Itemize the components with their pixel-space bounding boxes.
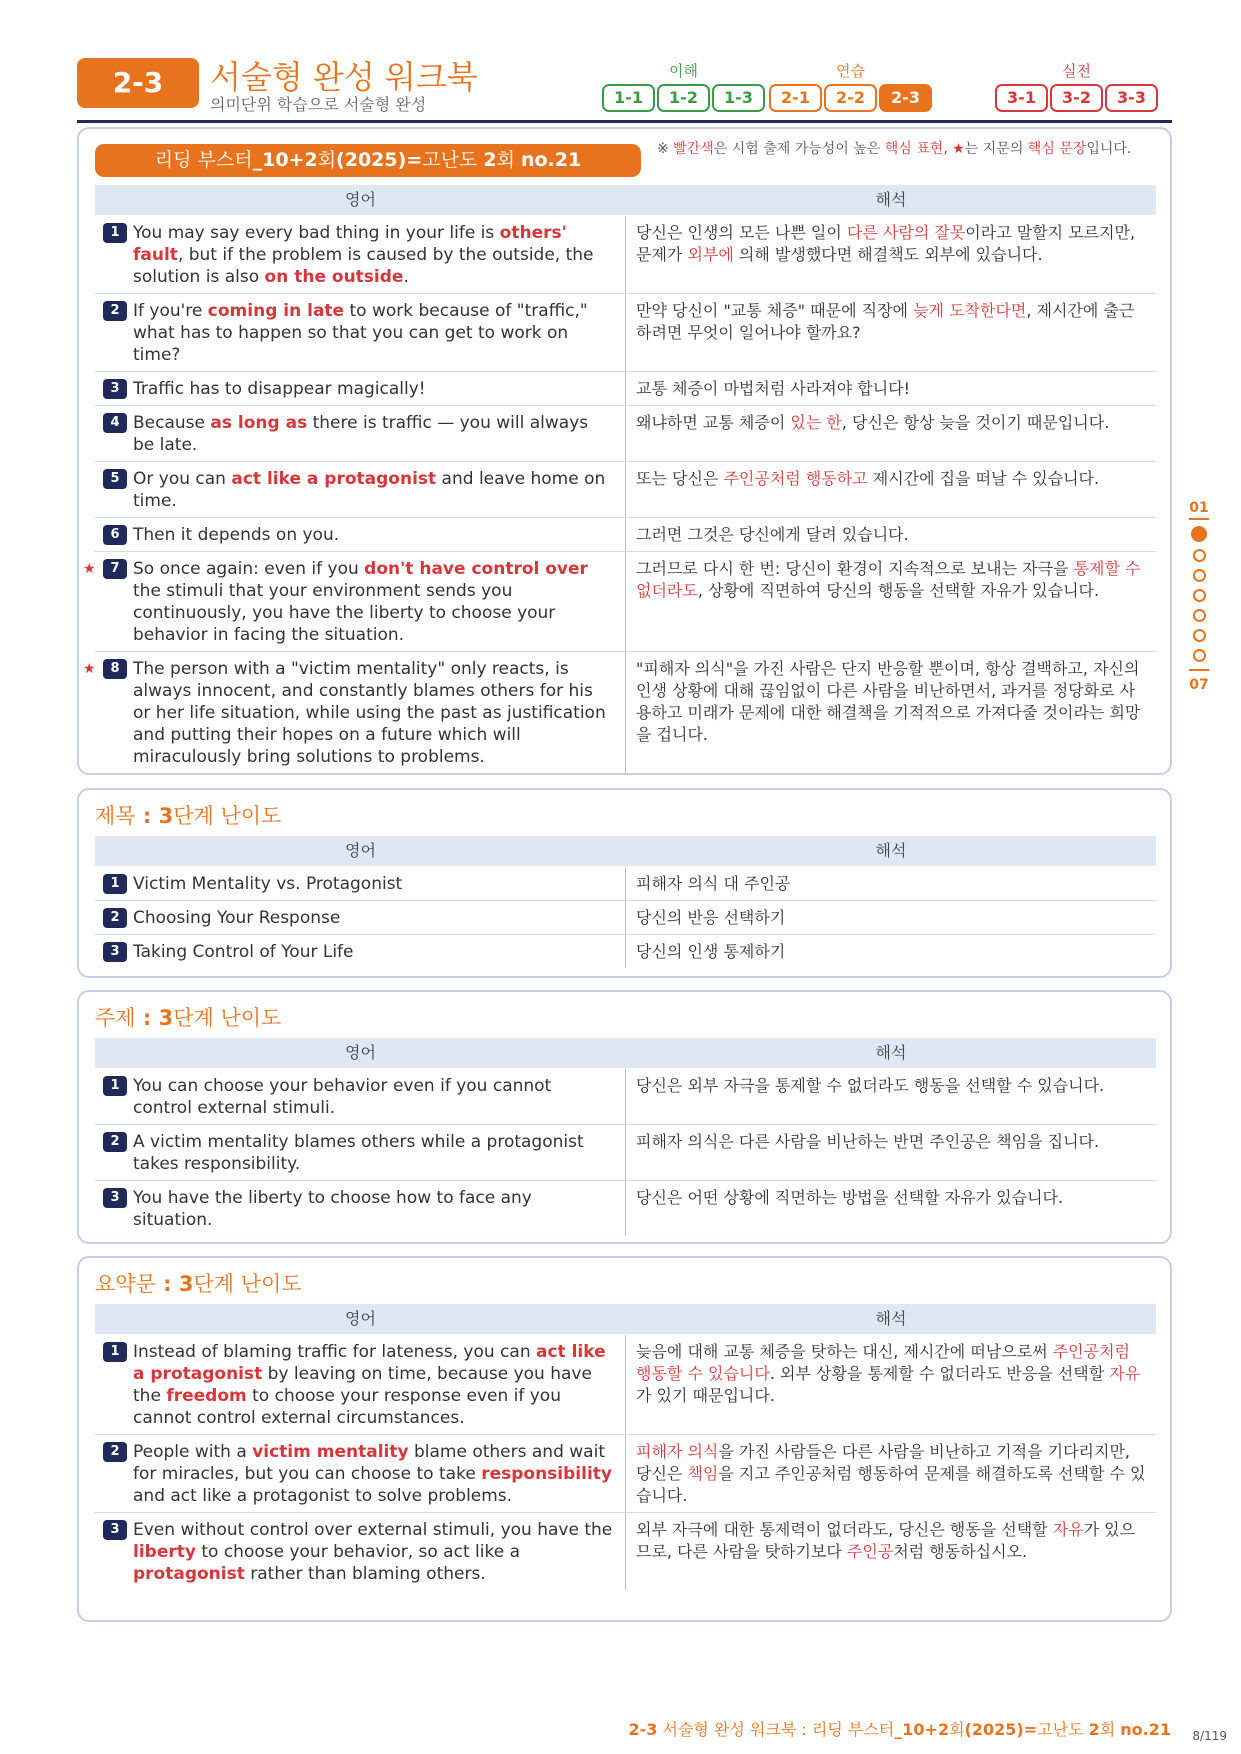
text-segment: 당신은 인생의 모든 나쁜 일이 [636,223,847,242]
text-segment: rather than blaming others. [244,1564,486,1584]
text-segment: 처럼 행동하십시오. [893,1542,1028,1561]
side-nav-start: 01 [1189,500,1209,516]
table-row [83,652,1156,773]
sentence-number: 3 [103,942,127,962]
level-group-real [995,60,1158,112]
text-segment: 또는 당신은 [636,469,724,488]
english-sentence [95,518,626,551]
key-expression: others' fault [133,223,567,265]
english-sentence [95,1435,626,1512]
title-panel [77,788,1172,978]
korean-translation [626,652,1156,773]
text-segment: So once again: even if you [133,559,365,579]
korean-translation [626,901,1156,934]
korean-translation [626,935,1156,968]
text-segment: Because [133,413,211,433]
column-header-english: 영어 [345,1309,376,1328]
page-dot-icon[interactable] [1193,649,1206,662]
text-segment: the stimuli that your environment sends you continuously, you have the liberty to choose your behavior in facing the situation. [133,581,556,645]
sentence-number: 1 [103,223,127,243]
text-segment: and act like a protagonist to solve problems. [133,1486,513,1506]
key-expression: don't have control over [364,559,588,579]
level-button-1-1[interactable]: 1-1 [602,84,655,112]
key-expression: protagonist [133,1564,245,1584]
section-title: 제목 : 3단계 난이도 [95,804,282,828]
text-segment: Then it depends on you. [133,525,340,545]
text-segment: Taking Control of Your Life [133,942,354,962]
text-segment: to choose your response even if you cannot control external circumstances. [133,1386,561,1428]
column-header-english: 영어 [345,841,376,860]
text-segment: 그러면 그것은 당신에게 달려 있습니다. [636,525,909,544]
sentence-number: 3 [103,1520,127,1540]
sentence-number: 2 [103,1442,127,1462]
text-segment: , but if the problem is caused by the outside, the solution is also [133,245,594,287]
text-segment: 왜냐하면 교통 체증이 [636,413,791,432]
text-segment: Or you can [133,469,232,489]
english-sentence [95,901,626,934]
summary-panel [77,1256,1172,1622]
page-number: 8/119 [1192,1729,1227,1743]
table-row [95,1069,1156,1125]
table-header [95,185,1156,215]
korean-translation [626,1435,1156,1512]
table-row [95,216,1156,294]
text-segment: . [403,267,409,287]
sentence-number: 1 [103,1076,127,1096]
key-expression: responsibility [481,1464,612,1484]
sentence-number: 7 [103,559,127,579]
column-header-english: 영어 [345,1043,376,1062]
text-segment: 만약 당신이 "교통 체증" 때문에 직장에 [636,301,914,320]
text-segment: to work because of "traffic," what has to happen so that you can get to work on time? [133,301,588,365]
level-button-2-3[interactable]: 2-3 [879,84,932,112]
table-row [95,372,1156,406]
korean-translation [626,1181,1156,1236]
text-segment: blame others and wait for miracles, but you can choose to take [133,1442,605,1484]
side-nav-rule [1189,669,1209,671]
english-sentence [95,935,626,968]
sentence-number: 3 [103,379,127,399]
level-group-understand [602,60,765,112]
column-header-korean: 해석 [875,1043,907,1062]
text-segment: 제시간에 집을 떠날 수 있습니다. [867,469,1100,488]
sentence-number: 2 [103,1132,127,1152]
text-segment: 외부 자극에 대한 통제력이 없더라도, 당신은 행동을 선택할 [636,1520,1053,1539]
table-header [95,1038,1156,1068]
key-expression: 주인공처럼 행동하고 [723,469,868,488]
level-group-title: 실전 [1062,62,1091,80]
topic-table [95,1069,1156,1236]
text-segment: , 상황에 직면하여 당신의 행동을 선택할 자유가 있습니다. [697,581,1100,600]
sentence-number: 8 [103,659,127,679]
key-expression: 늦게 도착한다면 [913,301,1027,320]
text-segment: to choose your behavior, so act like a [195,1542,520,1562]
column-header-korean: 해석 [875,190,907,209]
korean-translation [626,294,1156,371]
column-header-korean: 해석 [875,841,907,860]
text-segment: 을 가진 사람들은 다른 사람을 비난하고 기적을 기다리지만, 당신은 [636,1442,1131,1483]
text-segment: If you're [133,301,208,321]
text-segment: 당신의 반응 선택하기 [636,908,786,927]
sentence-number: 4 [103,413,127,433]
level-button-1-2[interactable]: 1-2 [657,84,710,112]
sentence-number: 6 [103,525,127,545]
text-segment: 피해자 의식 대 주인공 [636,874,791,893]
text-segment: . 외부 상황을 통제할 수 없더라도 반응을 선택할 [769,1364,1110,1383]
page-dot-icon[interactable] [1193,629,1206,642]
page-title: 서술형 완성 워크북 [210,58,478,96]
text-segment: Instead of blaming traffic for lateness, you can [133,1342,536,1362]
text-segment: 당신은 어떤 상황에 직면하는 방법을 선택할 자유가 있습니다. [636,1188,1064,1207]
text-segment: The person with a "victim mentality" only reacts, is always innocent, and constantly blames others for his or her life situation, while using the past as justification and putting their hopes on a future which will miraculously bring solutions to problems. [133,659,606,767]
text-segment: Victim Mentality vs. Protagonist [133,874,403,894]
table-row [95,1125,1156,1181]
sentence-table [83,216,1156,773]
page-dot-icon[interactable] [1193,609,1206,622]
level-button-3-3[interactable]: 3-3 [1105,84,1158,112]
level-button-2-2[interactable]: 2-2 [824,84,877,112]
legend-note: ※ 빨간색은 시험 출제 가능성이 높은 핵심 표현, ★는 지문의 핵심 문장입니다. [657,141,1132,157]
level-button-1-3[interactable]: 1-3 [712,84,765,112]
text-segment: , 당신은 항상 늦을 것이기 때문입니다. [841,413,1110,432]
level-button-3-2[interactable]: 3-2 [1050,84,1103,112]
english-sentence [95,462,626,517]
section-title: 주제 : 3단계 난이도 [95,1006,282,1030]
korean-translation [626,552,1156,651]
text-segment: 이라고 말할지 모르지만, 문제가 [636,223,1136,264]
footer-title: 2-3 서술형 완성 워크북 : 리딩 부스터_10+2회(2025)=고난도 2회 no.21 [628,1720,1171,1739]
sentence-number: 1 [103,874,127,894]
text-segment: 피해자 의식은 다른 사람을 비난하는 반면 주인공은 책임을 집니다. [636,1132,1100,1151]
level-button-3-1[interactable]: 3-1 [995,84,1048,112]
key-expression: freedom [166,1386,247,1406]
table-row [95,1435,1156,1513]
table-row [95,518,1156,552]
key-expression: 피해자 의식 [636,1442,719,1461]
table-header [95,836,1156,866]
korean-translation [626,462,1156,517]
key-expression: 통제할 수 없더라도 [636,559,1141,600]
english-sentence [83,652,626,773]
key-expression: 외부에 [687,245,734,264]
key-sentence-star-icon: ★ [83,561,96,577]
text-segment: there is traffic — you will always be late. [133,413,589,455]
unit-badge: 2-3 [77,58,199,108]
table-row [95,867,1156,901]
page-dot-icon[interactable] [1193,569,1206,582]
text-segment: Even without control over external stimuli, you have the [133,1520,613,1540]
korean-translation [626,518,1156,551]
table-header [95,1304,1156,1334]
sentence-number: 2 [103,908,127,928]
english-sentence [95,1181,626,1236]
table-row [95,935,1156,968]
page-dot-icon[interactable] [1193,549,1206,562]
key-expression: 주인공처럼 행동할 수 있습니다 [636,1342,1130,1383]
key-expression: coming in late [207,301,345,321]
level-button-2-1[interactable]: 2-1 [769,84,822,112]
sentence-number: 1 [103,1342,127,1362]
table-row [95,462,1156,518]
sentence-number: 5 [103,469,127,489]
topic-panel [77,990,1172,1244]
text-segment: You may say every bad thing in your life is [133,223,500,243]
table-row [83,552,1156,652]
korean-translation [626,1125,1156,1180]
table-row [95,1335,1156,1435]
source-badge: 리딩 부스터_10+2회(2025)=고난도 2회 no.21 [95,144,641,177]
column-header-korean: 해석 [875,1309,907,1328]
english-sentence [95,294,626,371]
english-sentence [95,1335,626,1434]
text-segment: 교통 체증이 마법처럼 사라져야 합니다! [636,379,911,398]
page-header [77,52,1172,124]
page-dot-icon[interactable] [1191,526,1207,542]
level-group-title: 연습 [836,62,865,80]
key-expression: as long as [210,413,308,433]
english-sentence [95,216,626,293]
english-sentence [95,406,626,461]
text-segment: Choosing Your Response [133,908,341,928]
korean-translation [626,406,1156,461]
text-segment: A victim mentality blames others while a protagonist takes responsibility. [133,1132,584,1174]
text-segment: You have the liberty to choose how to face any situation. [133,1188,532,1230]
key-expression: 있는 한 [790,413,842,432]
english-sentence [95,867,626,900]
sentence-number: 2 [103,301,127,321]
text-segment: 그러므로 다시 한 번: 당신이 환경이 지속적으로 보내는 자극을 [636,559,1074,578]
table-row [95,294,1156,372]
sentence-number: 3 [103,1188,127,1208]
page-dot-icon[interactable] [1193,589,1206,602]
english-sentence [95,372,626,405]
key-sentence-star-icon: ★ [83,661,96,677]
side-nav-dots [1184,526,1214,662]
text-segment: and leave home on time. [133,469,606,511]
key-expression: on the outside [264,267,404,287]
korean-translation [626,1335,1156,1434]
column-header-english: 영어 [345,190,376,209]
key-expression: victim mentality [252,1442,409,1462]
text-segment: , 제시간에 출근하려면 무엇이 일어나야 할까요? [636,301,1135,342]
text-segment: Traffic has to disappear magically! [133,379,426,399]
table-row [95,901,1156,935]
key-expression: 다른 사람의 잘못 [846,223,966,242]
passage-panel [77,127,1172,775]
text-segment: You can choose your behavior even if you cannot control external stimuli. [133,1076,552,1118]
text-segment: People with a [133,1442,253,1462]
side-nav-end: 07 [1189,677,1209,693]
text-segment: 늦음에 대해 교통 체증을 탓하는 대신, 제시간에 떠남으로써 [636,1342,1053,1361]
text-segment: "피해자 의식"을 가진 사람은 단지 반응할 뿐이며, 항상 결백하고, 자신의 인생 상황에 대해 끊임없이 다른 사람을 비난하면서, 과거를 정당화로 사용하고 미래가 문제에 대한 해결책을 기적적으로 가져다줄 것이라는 희망을 겁니다. [636,659,1141,744]
text-segment: 의해 발생했다면 해결책도 외부에 있습니다. [733,245,1043,264]
korean-translation [626,1513,1156,1590]
text-segment: 당신의 인생 통제하기 [636,942,786,961]
text-segment: 을 지고 주인공처럼 행동하여 문제를 해결하도록 선택할 수 있습니다. [636,1464,1146,1505]
key-expression: 자유 [1109,1364,1141,1383]
key-expression: 주인공 [846,1542,894,1561]
english-sentence [95,1513,626,1590]
key-expression: act like a protagonist [133,1342,606,1384]
text-segment: 가 있으므로, 다른 사람을 탓하기보다 [636,1520,1136,1561]
side-nav [1184,500,1214,693]
page-subtitle: 의미단위 학습으로 서술형 완성 [210,95,427,114]
korean-translation [626,867,1156,900]
key-expression: 책임 [687,1464,719,1483]
title-table [95,867,1156,968]
level-group-practice [769,60,932,112]
table-row [95,406,1156,462]
key-expression: act like a protagonist [231,469,437,489]
english-sentence [83,552,626,651]
text-segment: by leaving on time, because you have the [133,1364,592,1406]
key-expression: 자유 [1052,1520,1084,1539]
korean-translation [626,216,1156,293]
english-sentence [95,1069,626,1124]
side-nav-rule [1189,518,1209,520]
key-expression: liberty [133,1542,196,1562]
english-sentence [95,1125,626,1180]
text-segment: 당신은 외부 자극을 통제할 수 없더라도 행동을 선택할 수 있습니다. [636,1076,1105,1095]
level-group-title: 이해 [669,62,698,80]
table-row [95,1181,1156,1236]
table-row [95,1513,1156,1590]
korean-translation [626,372,1156,405]
text-segment: 가 있기 때문입니다. [636,1386,775,1405]
header-divider [77,120,1172,123]
korean-translation [626,1069,1156,1124]
section-title: 요약문 : 3단계 난이도 [95,1272,302,1296]
summary-table [95,1335,1156,1590]
